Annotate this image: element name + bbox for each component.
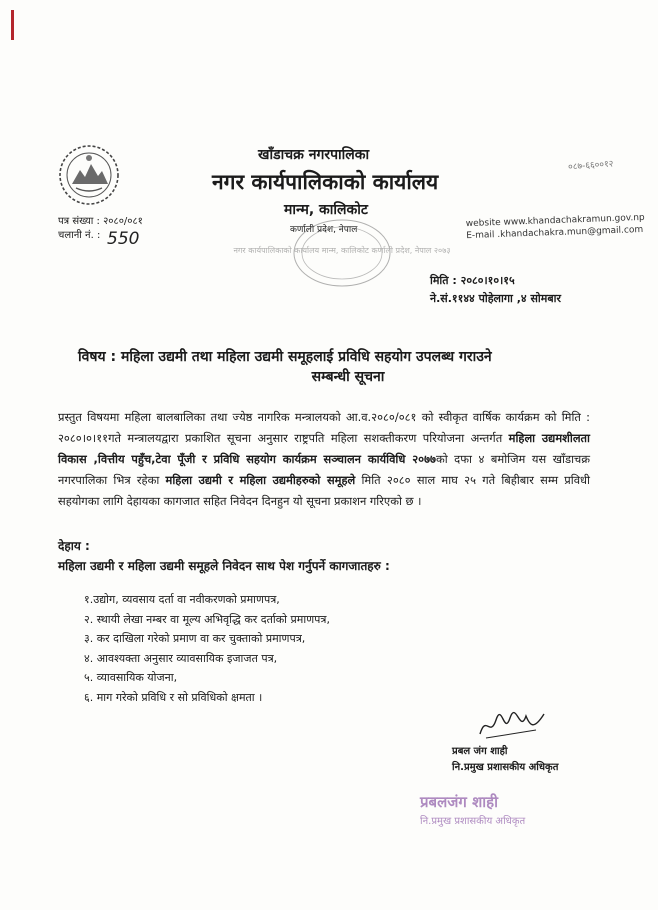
nepal-sambat-date: ने.सं.११४४ पोहेलागा ,४ सोमबार xyxy=(430,292,561,305)
list-item: ५. व्यावसायिक योजना, xyxy=(84,671,178,685)
name-stamp-name: प्रबलजंग शाही xyxy=(420,793,499,811)
list-item: २. स्थायी लेखा नम्बर वा मूल्य अभिवृद्धि कर दर्ताको प्रमाणपत्र, xyxy=(84,612,330,626)
requirements-heading-block xyxy=(58,536,390,576)
requirements-list xyxy=(84,590,330,708)
handwritten-signature xyxy=(476,708,548,742)
nepal-government-emblem-icon xyxy=(58,144,120,206)
signatory-block xyxy=(452,744,558,776)
list-item: १.उद्योग, व्यवसाय दर्ता वा नवीकरणको प्रमाणपत्र, xyxy=(84,593,280,606)
signatory-name: प्रबल जंग शाही xyxy=(452,746,508,757)
office-name: नगर कार्यपालिकाको कार्यालय xyxy=(212,170,439,194)
website-link[interactable]: website www.khandachakramun.gov.np xyxy=(465,212,645,230)
body-bold-2: महिला उद्यमी र महिला उद्यमीहरुको समूहले xyxy=(165,473,356,487)
subject-line-1: विषय : महिला उद्यमी तथा महिला उद्यमी समूहलाई प्रविधि सहयोग उपलब्ध गराउने xyxy=(78,349,492,365)
office-seal-text: नगर कार्यपालिकाको कार्यालय मान्म, कालिकोट कर्णाली प्रदेश, नेपाल २०७३ xyxy=(233,246,451,255)
email-link[interactable]: E-mail .khandachakra.mun@gmail.com xyxy=(466,224,644,242)
office-province: कर्णाली प्रदेश, नेपाल xyxy=(290,225,358,235)
subject xyxy=(78,347,618,387)
municipality-name: खाँडाचक्र नगरपालिका xyxy=(258,147,370,163)
patra-sankhya: पत्र संख्या : २०८०/०८१ xyxy=(58,216,143,227)
body-text-1: प्रस्तुत विषयमा महिला बालबालिका तथा ज्येष्ठ नागरिक मन्त्रालयको आ.व.२०८०/०८१ को स्वीकृत वार्षिक कार्यक्रम को मिति : २०८०।०।११गते मन्त्रालयद्वारा प्रकाशित सूचना अनुसार राष्ट्रपति महिला सशक्तीकरण परियोजना अन्तर्गत xyxy=(58,410,590,445)
name-stamp-title: नि.प्रमुख प्रशासकीय अधिकृत xyxy=(420,816,526,827)
list-item: ६. माग गरेको प्रविधि र सो प्रविधिको क्षमता । xyxy=(84,690,263,704)
body-bold-1: महिला उद्यमशीलता विकास ,वित्तीय पहुँच,टेवा पूँजी र प्रविधि सहयोग कार्यक्रम सञ्चालन कार्यविधि २०७७ xyxy=(58,431,590,466)
list-item: ४. आवश्यक्ता अनुसार व्यावसायिक इजाजत पत्र, xyxy=(84,651,278,665)
margin-mark xyxy=(11,10,14,40)
body-paragraph xyxy=(58,407,590,512)
reference-number: ०८७-६६००१२ xyxy=(567,159,614,173)
dehaya-heading: देहाय : xyxy=(58,539,90,553)
body-text-2: को दफा ४ बमोजिम यस खाँडाचक्र नगरपालिका भित्र रहेका xyxy=(58,452,590,487)
contact-block xyxy=(466,212,646,242)
chalani-number: 550 xyxy=(107,229,140,249)
signatory-title: नि.प्रमुख प्रशासकीय अधिकृत xyxy=(452,762,559,773)
date-block xyxy=(430,272,561,308)
chalani-label: चलानी नं. : xyxy=(58,230,101,241)
name-stamp xyxy=(420,792,525,832)
subject-line-2: सम्बन्धी सूचना xyxy=(311,369,385,385)
office-location: मान्म, कालिकोट xyxy=(284,202,368,218)
date-line: मिति : २०८०।१०।१५ xyxy=(430,274,515,287)
requirements-subheading: महिला उद्यमी र महिला उद्यमी समूहले निवेदन साथ पेश गर्नुपर्ने कागजातहरु : xyxy=(58,559,390,573)
body-text-3: मिति २०८० साल माघ २५ गते बिहीबार सम्म प्रविधी सहयोगका लागि देहायका कागजात सहित निवेदन दिनहुन यो सूचना प्रकाशन गरिएको छ । xyxy=(58,473,591,508)
office-seal-stamp xyxy=(233,218,451,288)
list-item: ३. कर दाखिला गरेको प्रमाण वा कर चुक्ताको प्रमाणपत्र, xyxy=(84,632,306,646)
